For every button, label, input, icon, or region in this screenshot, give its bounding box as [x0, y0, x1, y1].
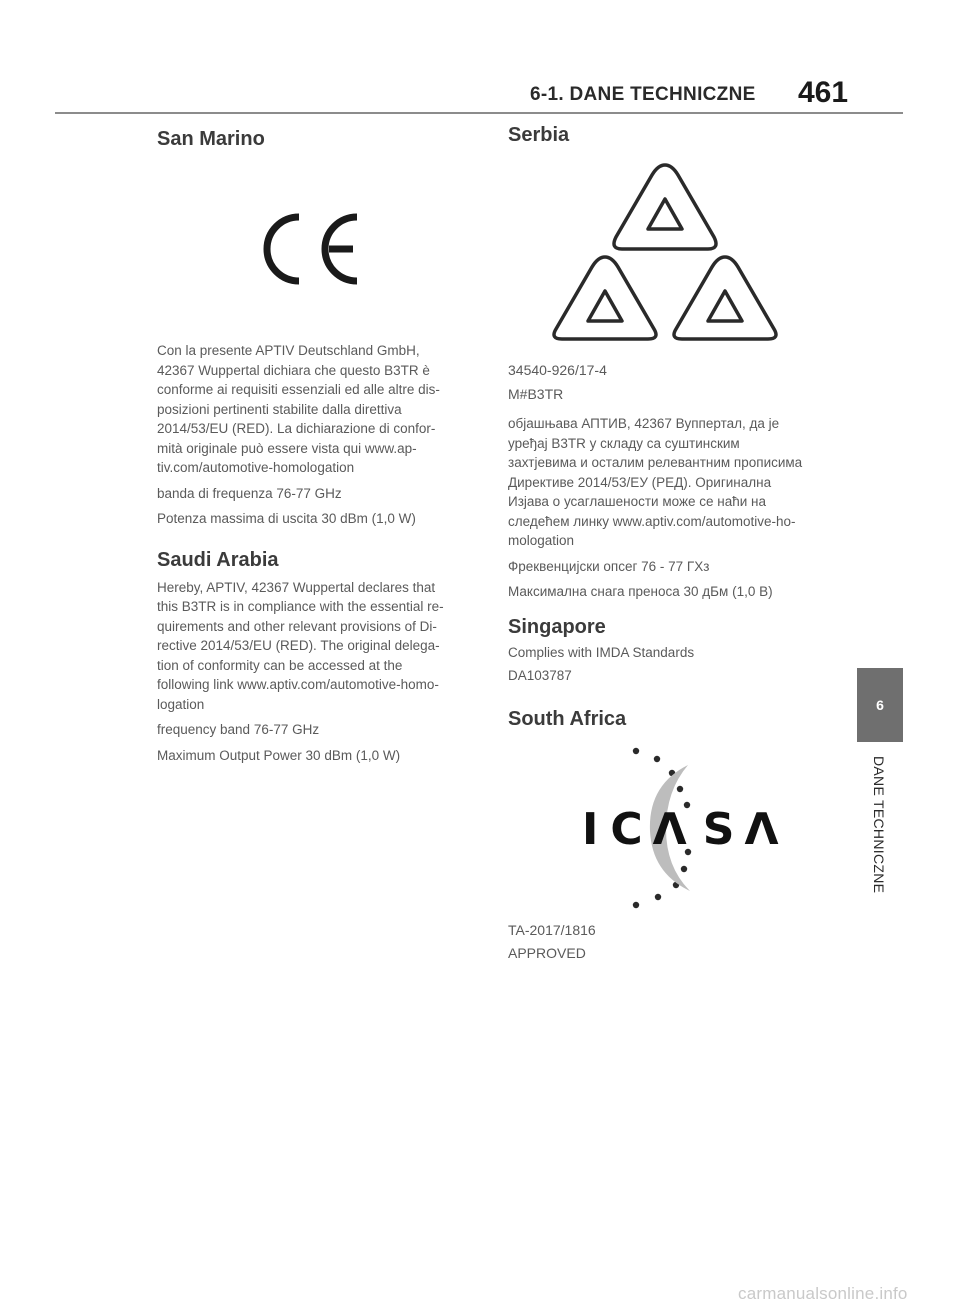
declaration-line: следећем линку www.aptiv.com/automotive-ho- — [508, 513, 796, 529]
declaration-line: уређај B3TR у складу са суштинским — [508, 435, 740, 451]
saudi-arabia-power: Maximum Output Power 30 dBm (1,0 W) — [157, 747, 401, 763]
serbia-model: M#B3TR — [508, 385, 564, 402]
icasa-wordmark — [582, 803, 783, 855]
declaration-line: 2014/53/EU (RED). La dichiarazione di confor- — [157, 421, 436, 436]
icasa-letter: C — [610, 803, 647, 855]
declaration-line: Изјава о усаглашености може се наћи на — [508, 494, 766, 509]
san-marino-power: Potenza massima di uscita 30 dBm (1,0 W) — [157, 511, 416, 526]
page-number: 461 — [798, 76, 849, 109]
icasa-letter: Λ — [744, 803, 783, 855]
serbia-band: Фреквенцијски опсег 76 - 77 ГХз — [508, 558, 710, 574]
declaration-line: mologation — [508, 533, 575, 548]
south-africa-status: APPROVED — [508, 945, 586, 961]
singapore-number: DA103787 — [508, 668, 572, 683]
serbia-cert-number: 34540-926/17-4 — [508, 362, 607, 378]
south-africa-cert: TA-2017/1816 — [508, 921, 596, 938]
header-divider — [55, 112, 903, 114]
serbia-power: Максимална снага преноса 30 дБм (1,0 В) — [508, 584, 773, 599]
saudi-arabia-band: frequency band 76-77 GHz — [157, 722, 320, 737]
declaration-line: објашњава АПТИВ, 42367 Вуппертал, да је — [508, 416, 780, 431]
chapter-number: 6 — [876, 697, 884, 713]
chapter-tab[interactable] — [857, 668, 903, 742]
icasa-logo — [566, 745, 783, 915]
icasa-letter: S — [702, 803, 739, 855]
declaration-line: following link www.aptiv.com/automotive-homo- — [157, 677, 439, 692]
serbia-heading: Serbia — [508, 124, 570, 146]
site-watermark: carmanualsonline.info — [738, 1284, 908, 1303]
declaration-line: posizioni pertinenti stabilite dalla direttiva — [157, 401, 402, 417]
declaration-line: quirements and other relevant provisions of Di- — [157, 618, 437, 634]
ce-mark-logo — [261, 209, 371, 289]
declaration-line: Hereby, APTIV, 42367 Wuppertal declares that — [157, 579, 436, 595]
san-marino-heading: San Marino — [157, 128, 265, 150]
left-column — [157, 128, 477, 765]
declaration-line: 42367 Wuppertal dichiara che questo B3TR è — [157, 362, 430, 378]
declaration-line: mità originale può essere vista qui www.ap- — [157, 440, 417, 456]
declaration-line: logation — [157, 696, 205, 712]
declaration-line: rective 2014/53/EU (RED). The original delega- — [157, 638, 440, 653]
declaration-line: Con la presente APTIV Deutschland GmbH, — [157, 343, 420, 358]
south-africa-heading: South Africa — [508, 707, 627, 730]
icasa-letter: I — [582, 803, 603, 855]
right-column — [508, 124, 838, 964]
serbia-declaration — [508, 414, 838, 551]
saudi-arabia-declaration — [157, 578, 477, 715]
declaration-line: захтјевима и осталим релевантним прописима — [508, 455, 803, 470]
declaration-line: Директиве 2014/53/ЕУ (РЕД). Оригинална — [508, 474, 772, 490]
san-marino-declaration — [157, 341, 477, 478]
chapter-label: DANE TECHNICZNE — [871, 756, 887, 894]
san-marino-band: banda di frequenza 76-77 GHz — [157, 485, 342, 501]
declaration-line: this B3TR is in compliance with the essential re- — [157, 599, 444, 614]
singapore-compliance: Complies with IMDA Standards — [508, 644, 695, 660]
declaration-line: tion of conformity can be accessed at the — [157, 657, 403, 673]
singapore-heading: Singapore — [508, 615, 606, 638]
saudi-arabia-heading: Saudi Arabia — [157, 548, 279, 571]
icasa-letter: Λ — [652, 803, 691, 855]
serbia-triangle-logo — [550, 157, 780, 341]
declaration-line: tiv.com/automotive-homologation — [157, 460, 355, 475]
declaration-line: conforme ai requisiti essenziali ed alle altre dis- — [157, 382, 440, 397]
header-section-title: 6-1. DANE TECHNICZNE — [530, 84, 756, 105]
